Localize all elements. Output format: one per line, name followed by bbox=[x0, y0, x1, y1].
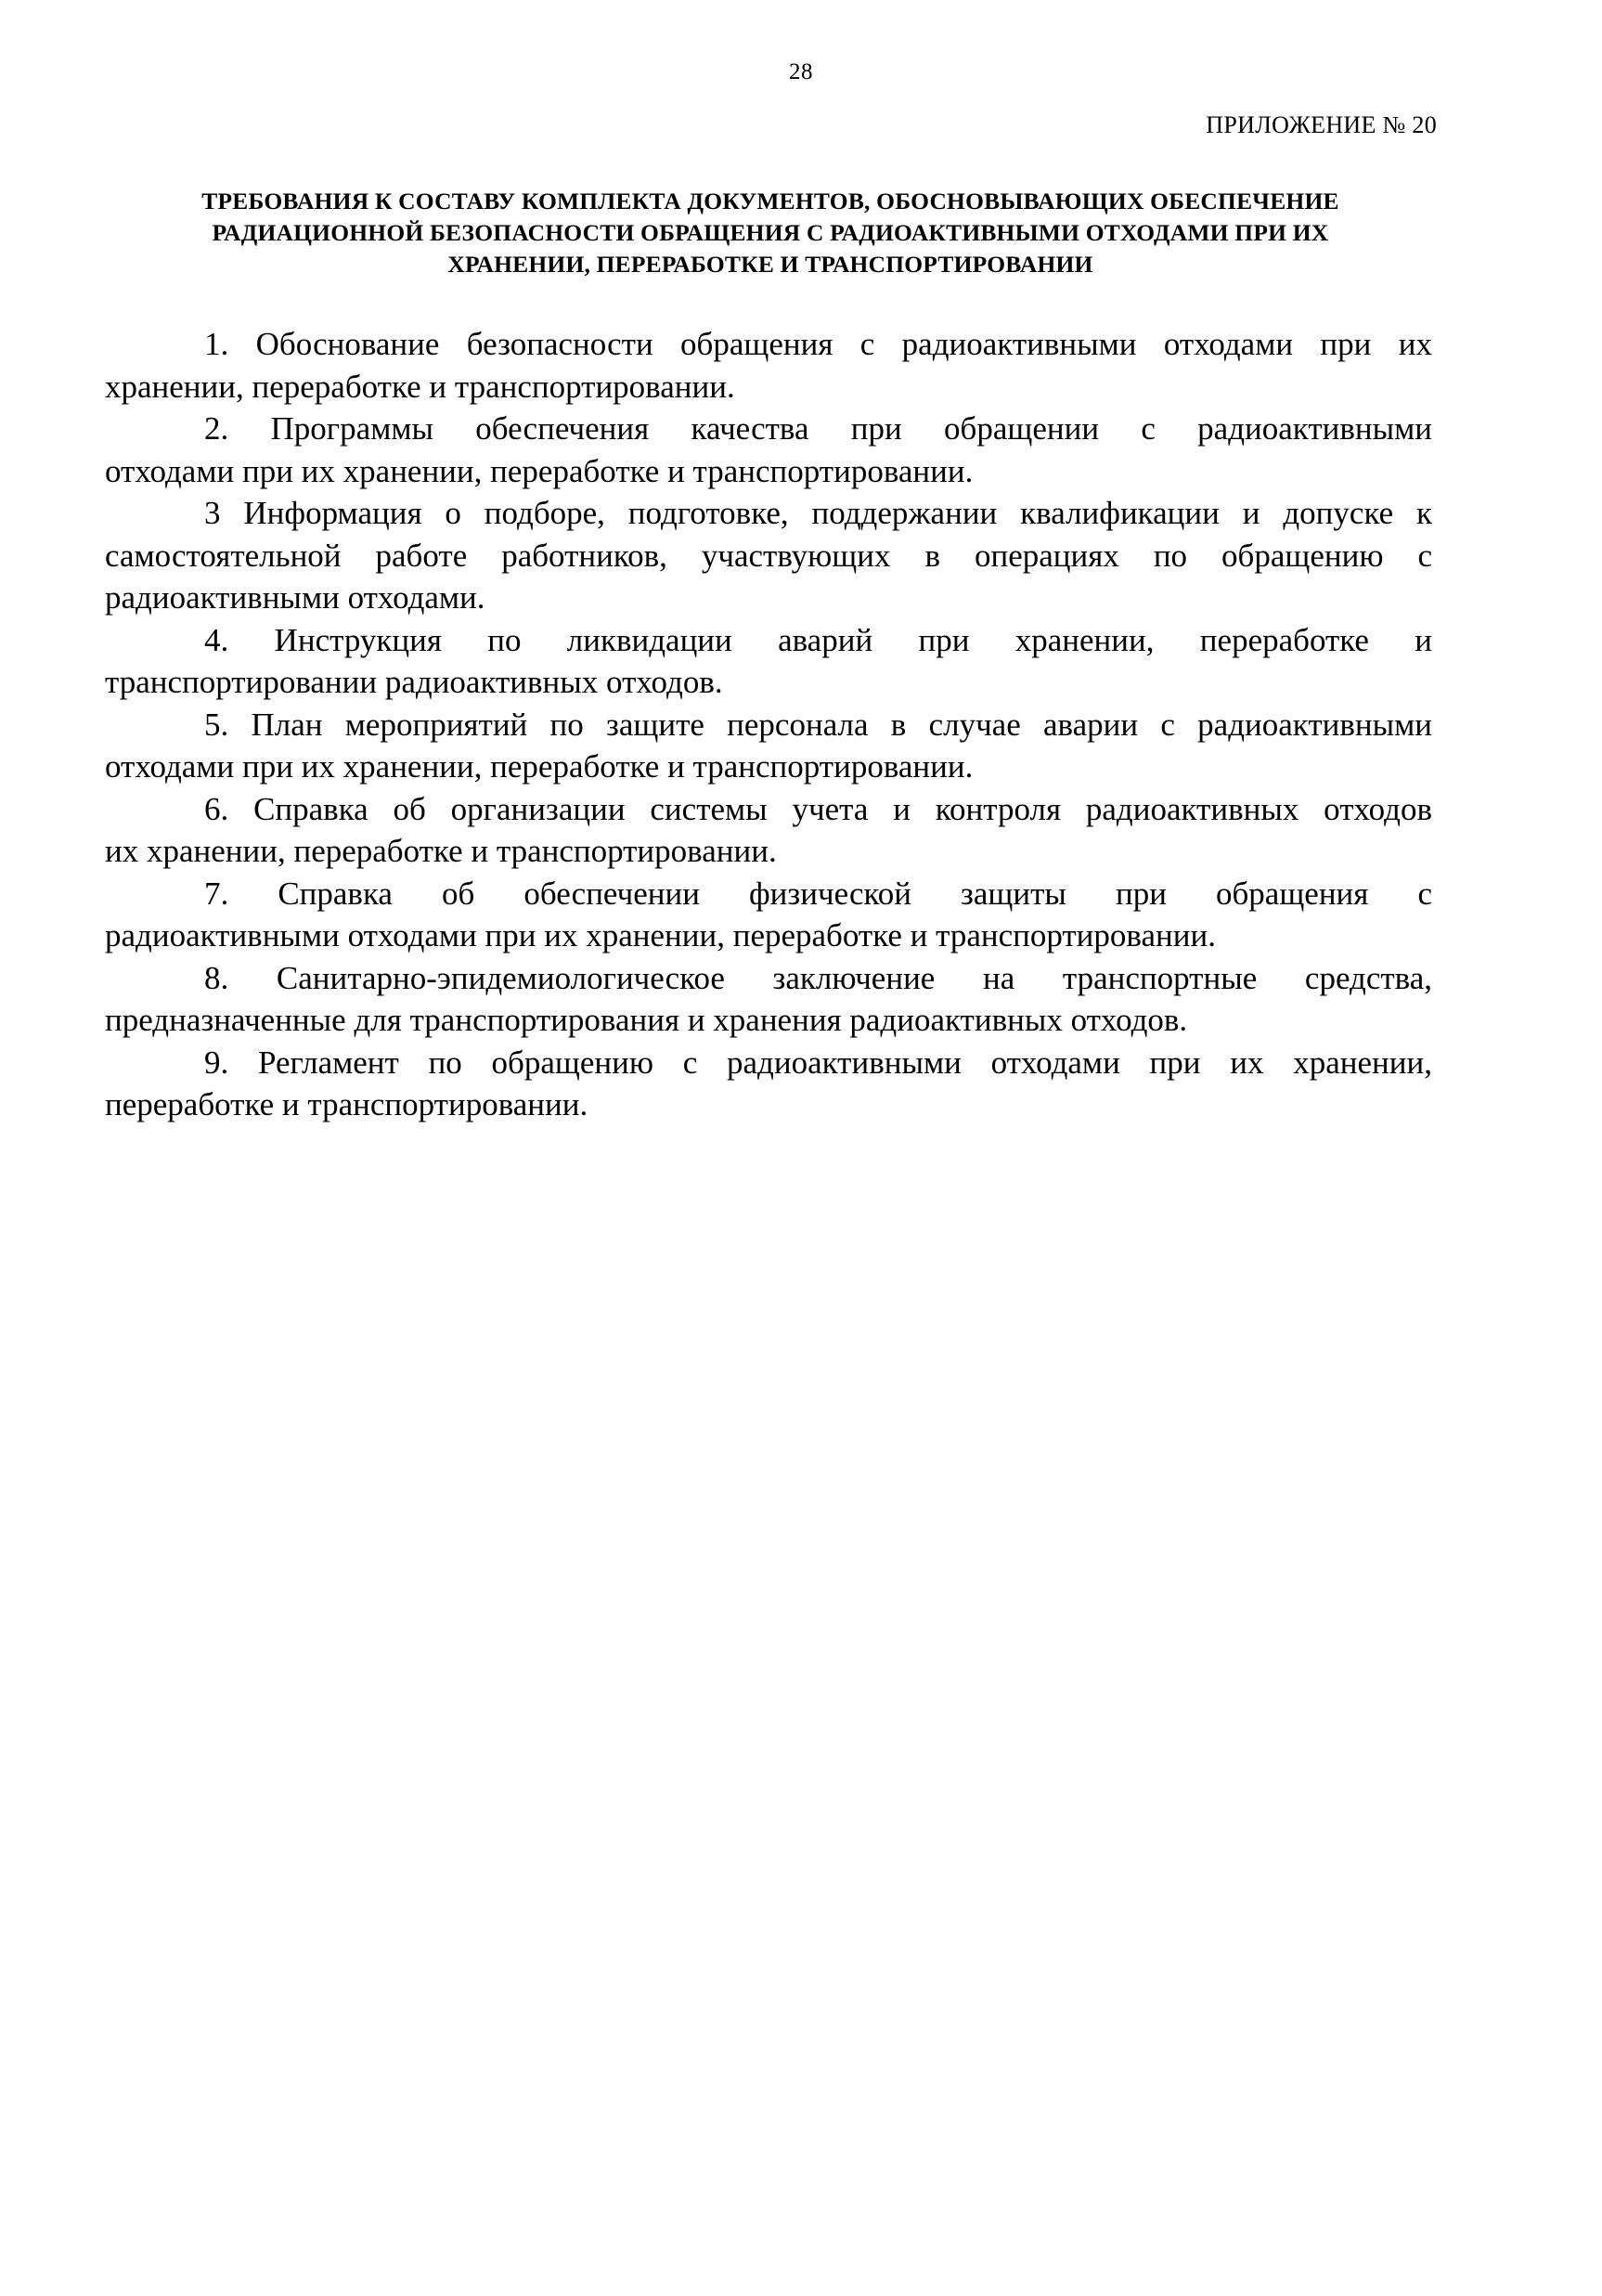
list-item-line: хранении, переработке и транспортировании. bbox=[105, 368, 735, 405]
list-item-line: 8. Санитарно-эпидемиологическое заключение на транспортные средства, bbox=[204, 959, 1432, 996]
list-item-line: 5. План мероприятий по защите персонала в случае аварии с радиоактивными bbox=[204, 706, 1432, 743]
appendix-label: ПРИЛОЖЕНИЕ № 20 bbox=[1206, 111, 1437, 138]
list-item bbox=[105, 873, 1432, 957]
list-item-line: 9. Регламент по обращению с радиоактивными отходами при их хранении, bbox=[204, 1044, 1432, 1081]
list-item bbox=[105, 957, 1432, 1042]
title-line: РАДИАЦИОННОЙ БЕЗОПАСНОСТИ ОБРАЩЕНИЯ С РАДИОАКТИВНЫМИ ОТХОДАМИ ПРИ ИХ bbox=[212, 219, 1329, 246]
list-item bbox=[105, 323, 1432, 408]
list-item-line: самостоятельной работе работников, участвующих в операциях по обращению с bbox=[105, 537, 1432, 574]
requirements-list bbox=[105, 323, 1432, 1126]
list-item-line: радиоактивными отходами. bbox=[105, 579, 485, 616]
list-item-line: предназначенные для транспортирования и хранения радиоактивных отходов. bbox=[105, 1002, 1188, 1038]
list-item bbox=[105, 1042, 1432, 1126]
list-item-line: их хранении, переработке и транспортировании. bbox=[105, 833, 777, 869]
list-item bbox=[105, 704, 1432, 788]
title-line: ХРАНЕНИИ, ПЕРЕРАБОТКЕ И ТРАНСПОРТИРОВАНИИ bbox=[447, 251, 1093, 278]
list-item bbox=[105, 408, 1432, 492]
list-item-line: радиоактивными отходами при их хранении, переработке и транспортировании. bbox=[105, 917, 1216, 953]
list-item-line: 6. Справка об организации системы учета и контроля радиоактивных отходов bbox=[204, 790, 1432, 827]
list-item-line: транспортировании радиоактивных отходов. bbox=[105, 664, 723, 700]
list-item bbox=[105, 492, 1432, 619]
page-number: 28 bbox=[789, 59, 813, 84]
list-item-line: переработке и транспортировании. bbox=[105, 1086, 588, 1122]
list-item bbox=[105, 619, 1432, 704]
list-item-line: отходами при их хранении, переработке и транспортировании. bbox=[105, 452, 974, 489]
list-item-line: 7. Справка об обеспечении физической защиты при обращения с bbox=[204, 875, 1432, 912]
title-line: ТРЕБОВАНИЯ К СОСТАВУ КОМПЛЕКТА ДОКУМЕНТОВ, ОБОСНОВЫВАЮЩИХ ОБЕСПЕЧЕНИЕ bbox=[201, 188, 1339, 214]
list-item-line: 1. Обоснование безопасности обращения с радиоактивными отходами при их bbox=[204, 326, 1432, 362]
list-item bbox=[105, 788, 1432, 873]
list-item-line: 2. Программы обеспечения качества при обращении с радиоактивными bbox=[204, 410, 1432, 447]
document-title bbox=[102, 186, 1439, 280]
list-item-line: отходами при их хранении, переработке и транспортировании. bbox=[105, 748, 974, 785]
list-item-line: 4. Инструкция по ликвидации аварий при хранении, переработке и bbox=[204, 621, 1432, 658]
list-item-line: 3 Информация о подборе, подготовке, поддержании квалификации и допуске к bbox=[204, 495, 1432, 531]
